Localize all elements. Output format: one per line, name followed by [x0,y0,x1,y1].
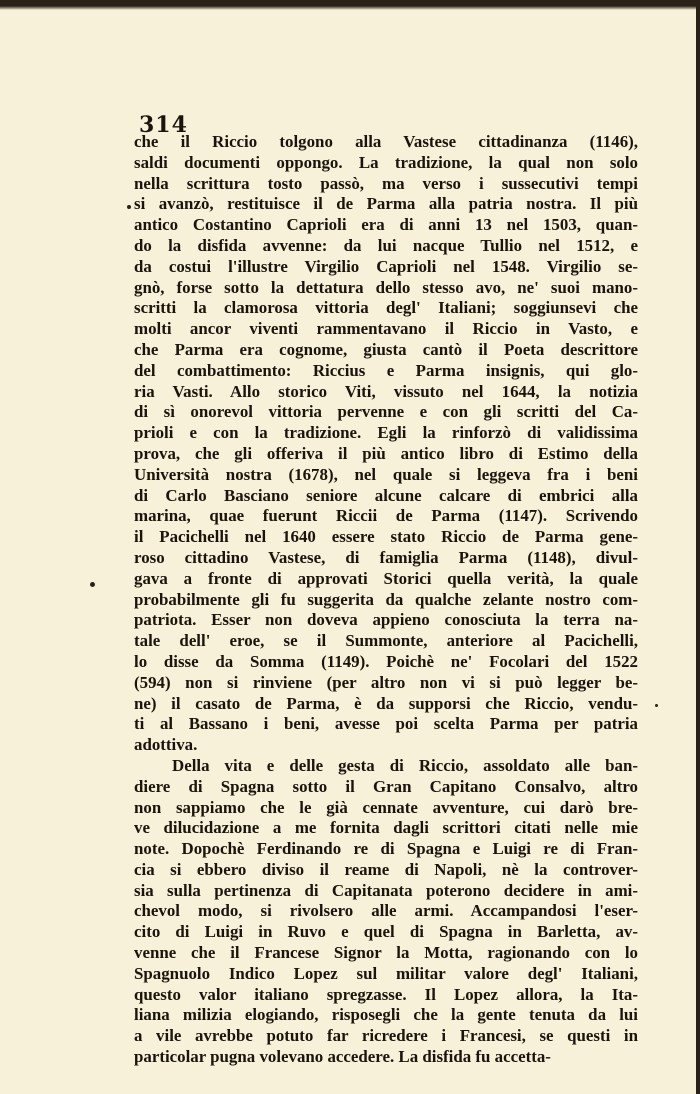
text-line: do la disfida avvenne: da lui nacque Tullio nel 1512, e [134,235,638,255]
text-line: di sì onorevol vittoria pervenne e con gli scritti del Ca- [134,402,638,422]
text-line: che Parma era cognome, giusta cantò il Poeta descrittore [134,339,638,359]
text-line: marina, quae fuerunt Riccii de Parma (1147). Scrivendo [134,506,638,526]
text-line: saldi documenti oppongo. La tradizione, la qual non solo [134,152,638,172]
top-edge-shadow [0,0,700,10]
text-line: note. Dopochè Ferdinando re di Spagna e Luigi re di Fran- [134,839,638,859]
text-line: il Pacichelli nel 1640 essere stato Riccio de Parma gene- [134,527,638,547]
ink-speck [127,205,131,209]
text-line: diere di Spagna sotto il Gran Capitano Consalvo, altro [134,776,638,796]
text-line: gava a fronte di approvati Storici quella verità, la quale [134,568,638,588]
text-line: non sappiamo che le già cennate avventure, cui darò bre- [134,797,638,817]
text-line: prova, che gli offeriva il più antico libro di Estimo della [134,443,638,463]
text-line: del combattimento: Riccius e Parma insignis, qui glo- [134,360,638,380]
text-line: nella scrittura tosto passò, ma verso i sussecutivi tempi [134,173,638,193]
text-line: tale dell' eroe, se il Summonte, anteriore al Pacichelli, [134,631,638,651]
text-line: a vile avrebbe potuto far ricredere i Francesi, se questi in [134,1026,638,1046]
text-line: Università nostra (1678), nel quale si leggeva fra i beni [134,464,638,484]
text-line: ve dilucidazione a me fornita dagli scrittori citati nelle mie [134,818,638,838]
text-line: si avanzò, restituisce il de Parma alla patria nostra. Il più [134,194,638,214]
text-line: questo valor italiano spregzasse. Il Lopez allora, la Ita- [134,984,638,1004]
text-line: da costui l'illustre Virgilio Caprioli nel 1548. Virgilio se- [134,256,638,276]
paragraph [134,132,638,756]
text-line: molti ancor viventi rammentavano il Riccio in Vasto, e [134,319,638,339]
text-line: Della vita e delle gesta di Riccio, assoldato alle ban- [172,755,638,775]
text-line: ne) il casato de Parma, è da supporsi che Riccio, vendu- [134,693,638,713]
text-line: adottiva. [134,735,198,755]
text-line: venne che il Francese Signor la Motta, ragionando con lo [134,943,638,963]
text-line: lo disse da Somma (1149). Poichè ne' Focolari del 1522 [134,651,638,671]
text-line: (594) non si rinviene (per altro non vi si può legger be- [134,672,638,692]
text-line: ti al Bassano i beni, avesse poi scelta Parma per patria [134,714,638,734]
paragraph [134,756,638,1068]
text-line: patriota. Esser non doveva appieno conosciuta la terra na- [134,610,638,630]
text-line: cia si ebbero diviso il reame di Napoli, nè la controver- [134,859,638,879]
right-edge-shadow [696,0,700,1094]
text-line: liana milizia elogiando, risposegli che la gente tenuta da lui [134,1005,638,1025]
paragraphs [134,132,638,1068]
text-line: prioli e con la tradizione. Egli la rinforzò di validissima [134,423,638,443]
page-number: 314 [139,112,188,138]
text-line: di Carlo Basciano seniore alcune calcare di embrici alla [134,485,638,505]
text-line: cito di Luigi in Ruvo e quel di Spagna in Barletta, av- [134,922,638,942]
ink-speck [655,704,658,707]
text-line: Spagnuolo Indico Lopez sul militar valore degl' Italiani, [134,963,638,983]
text-line: sia sulla pertinenza di Capitanata poterono decidere in ami- [134,880,638,900]
text-line: che il Riccio tolgono alla Vastese cittadinanza (1146), [134,132,638,151]
text-line: gnò, forse sotto la dettatura dello stesso avo, ne' suoi mano- [134,277,638,297]
text-line: roso cittadino Vastese, di famiglia Parma (1148), divul- [134,547,638,567]
ink-speck [90,582,95,587]
text-line: probabilmente gli fu suggerita da qualche zelante nostro com- [134,589,638,609]
text-line: scritti la clamorosa vittoria degl' Italiani; soggiunsevi che [134,298,638,318]
text-line: antico Costantino Caprioli era di anni 13 nel 1503, quan- [134,215,638,235]
text-line: chevol modo, si rivolsero alle armi. Accampandosi l'eser- [134,901,638,921]
text-line: particolar pugna volevano accedere. La disfida fu accetta- [134,1047,551,1067]
body-text [134,132,638,1068]
text-line: ria Vasti. Allo storico Viti, vissuto nel 1644, la notizia [134,381,638,401]
